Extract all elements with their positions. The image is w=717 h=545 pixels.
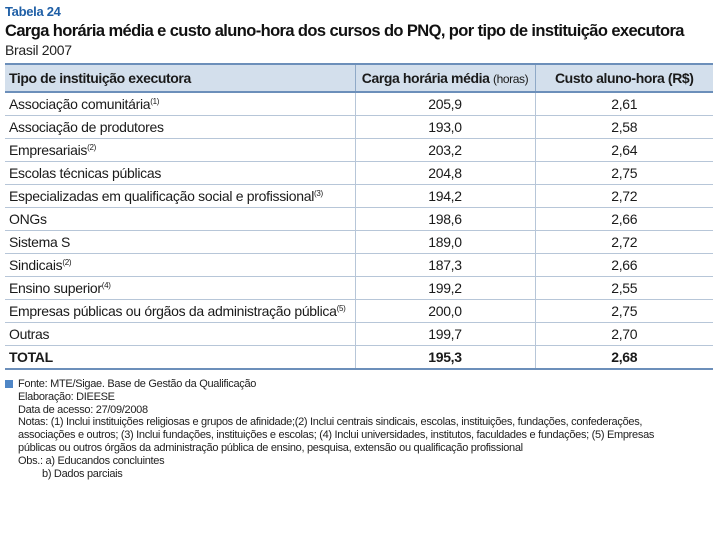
table-title: Carga horária média e custo aluno-hora dos cursos do PNQ, por tipo de instituição executora xyxy=(5,22,684,40)
hours-cell: 187,3 xyxy=(355,254,535,277)
cost-cell: 2,58 xyxy=(535,116,713,139)
hours-cell: 204,8 xyxy=(355,162,535,185)
row-label: Associação de produtores xyxy=(9,119,164,135)
row-label-cell xyxy=(5,277,355,300)
table-row xyxy=(5,277,713,300)
row-footnote-marker: (2) xyxy=(62,258,72,267)
obs-line-a: Obs.: a) Educandos concluintes xyxy=(18,454,165,467)
cost-cell: 2,66 xyxy=(535,208,713,231)
cost-cell: 2,64 xyxy=(535,139,713,162)
row-label-cell xyxy=(5,92,355,116)
hours-cell: 205,9 xyxy=(355,92,535,116)
column-header-hours-unit: (horas) xyxy=(493,72,529,86)
row-label: Empresariais xyxy=(9,142,88,158)
row-label: Escolas técnicas públicas xyxy=(9,165,162,181)
table-header-row xyxy=(5,64,713,92)
notes-line-1: Notas: (1) Inclui instituições religiosas e grupos de afinidade;(2) Inclui centrais sindicais, escolas, instituições, fundações, confederações, xyxy=(18,416,643,429)
table-row xyxy=(5,254,713,277)
row-label: Sindicais xyxy=(9,257,63,273)
table-row xyxy=(5,208,713,231)
table-subtitle: Brasil 2007 xyxy=(5,42,72,58)
row-footnote-marker: (1) xyxy=(150,97,160,106)
column-header-institution: Tipo de instituição executora xyxy=(5,64,355,92)
table-row xyxy=(5,92,713,116)
table-body xyxy=(5,92,713,369)
row-label-cell xyxy=(5,323,355,346)
row-label-cell xyxy=(5,185,355,208)
table-label: Tabela 24 xyxy=(5,4,61,19)
table-row xyxy=(5,300,713,323)
hours-cell: 193,0 xyxy=(355,116,535,139)
table-row xyxy=(5,162,713,185)
hours-cell: 194,2 xyxy=(355,185,535,208)
row-footnote-marker: (2) xyxy=(87,143,96,152)
column-header-cost: Custo aluno-hora (R$) xyxy=(535,64,713,92)
hours-cell: 200,0 xyxy=(355,300,535,323)
cost-cell: 2,75 xyxy=(535,300,713,323)
data-table xyxy=(5,63,713,370)
column-header-hours xyxy=(355,64,535,92)
total-hours-cell: 195,3 xyxy=(355,346,535,370)
table-row xyxy=(5,139,713,162)
hours-cell: 199,2 xyxy=(355,277,535,300)
row-label-cell xyxy=(5,139,355,162)
row-label: Empresas públicas ou órgãos da administração pública xyxy=(9,303,337,319)
total-label-cell: TOTAL xyxy=(5,346,355,370)
column-header-hours-label: Carga horária média xyxy=(361,70,490,86)
row-label: Outras xyxy=(9,326,50,342)
table-footer xyxy=(5,378,708,480)
row-label-cell xyxy=(5,162,355,185)
row-label-cell xyxy=(5,231,355,254)
row-label: Sistema S xyxy=(9,234,71,250)
total-row xyxy=(5,346,713,370)
cost-cell: 2,66 xyxy=(535,254,713,277)
access-date-line: Data de acesso: 27/09/2008 xyxy=(18,403,148,416)
elaboration-line: Elaboração: DIEESE xyxy=(18,390,115,403)
table-row xyxy=(5,323,713,346)
hours-cell: 199,7 xyxy=(355,323,535,346)
cost-cell: 2,72 xyxy=(535,185,713,208)
notes-line-3: públicas ou outros órgãos da administração pública de ensino, pesquisa, extensão ou qualificação profissional xyxy=(18,441,523,454)
obs-line-b: b) Dados parciais xyxy=(42,467,123,480)
cost-cell: 2,72 xyxy=(535,231,713,254)
row-label-cell xyxy=(5,300,355,323)
row-footnote-marker: (5) xyxy=(336,304,346,313)
row-label-cell xyxy=(5,254,355,277)
table-row xyxy=(5,185,713,208)
row-label: Associação comunitária xyxy=(9,96,151,112)
cost-cell: 2,70 xyxy=(535,323,713,346)
hours-cell: 203,2 xyxy=(355,139,535,162)
notes-line-2: associações e outros; (3) Inclui fundações, instituições e escolas; (4) Inclui universidades, institutos, faculdades e fundações; (5) Empresas xyxy=(18,429,655,442)
source-line: Fonte: MTE/Sigae. Base de Gestão da Qualificação xyxy=(18,378,257,390)
cost-cell: 2,61 xyxy=(535,92,713,116)
row-label: ONGs xyxy=(9,211,47,227)
cost-cell: 2,75 xyxy=(535,162,713,185)
table-row xyxy=(5,231,713,254)
hours-cell: 198,6 xyxy=(355,208,535,231)
total-cost-cell: 2,68 xyxy=(535,346,713,370)
row-label-cell xyxy=(5,116,355,139)
row-footnote-marker: (3) xyxy=(314,189,323,198)
source-bullet-icon xyxy=(5,380,13,388)
cost-cell: 2,55 xyxy=(535,277,713,300)
table-row xyxy=(5,116,713,139)
row-label-cell xyxy=(5,208,355,231)
row-label: Especializadas em qualificação social e profissional xyxy=(9,188,315,204)
row-footnote-marker: (4) xyxy=(101,281,111,290)
document xyxy=(5,4,713,480)
row-label: Ensino superior xyxy=(9,280,102,296)
hours-cell: 189,0 xyxy=(355,231,535,254)
